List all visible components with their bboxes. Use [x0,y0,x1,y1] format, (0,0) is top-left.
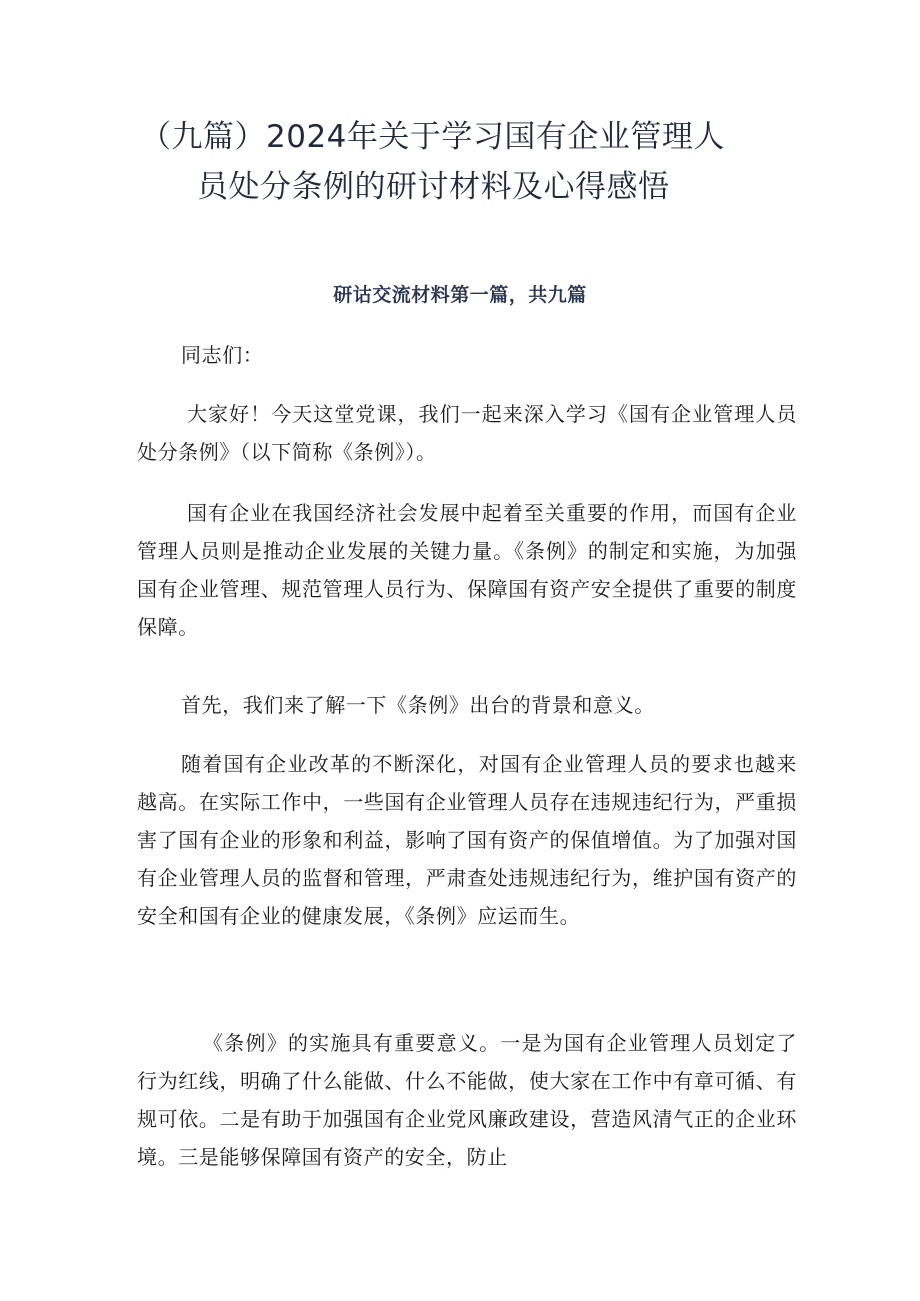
paragraph-2: 国有企业在我国经济社会发展中起着至关重要的作用，而国有企业管理人员则是推动企业发展的关键力量。《条例》的制定和实施，为加强国有企业管理、规范管理人员行为、保障国有资产安全提供了重要的制度保障。 [137,501,797,639]
paragraph-1: 大家好！今天这堂党课，我们一起来深入学习《国有企业管理人员处分条例》（以下简称《条例》）。 [137,402,797,464]
paragraph-4: 随着国有企业改革的不断深化，对国有企业管理人员的要求也越来越高。在实际工作中，一些国有企业管理人员存在违规违纪行为，严重损害了国有企业的形象和利益，影响了国有资产的保值增值。为了加强对国有企业管理人员的监督和管理，严肃查处违规违纪行为，维护国有资产的安全和国有企业的健康发展，《条例》应运而生。 [137,752,797,928]
paragraph-5: 《条例》的实施具有重要意义。一是为国有企业管理人员划定了行为红线，明确了什么能做、什么不能做，使大家在工作中有章可循、有规可依。二是有助于加强国有企业党风廉政建设，营造风清气正的企业环境。三是能够保障国有资产的安全，防止 [137,1031,797,1169]
paragraph-3: 首先，我们来了解一下《条例》出台的背景和意义。 [181,693,655,717]
salutation: 同志们： [181,343,264,367]
document-subtitle: 研诂交流材料第一篇，共九篇 [333,284,587,306]
document-title [140,112,800,212]
title-line-2: 员处分条例的研讨材料及心得感悟 [197,169,670,205]
title-line-1: （九篇）2024年关于学习国有企业管理人 [140,119,725,155]
